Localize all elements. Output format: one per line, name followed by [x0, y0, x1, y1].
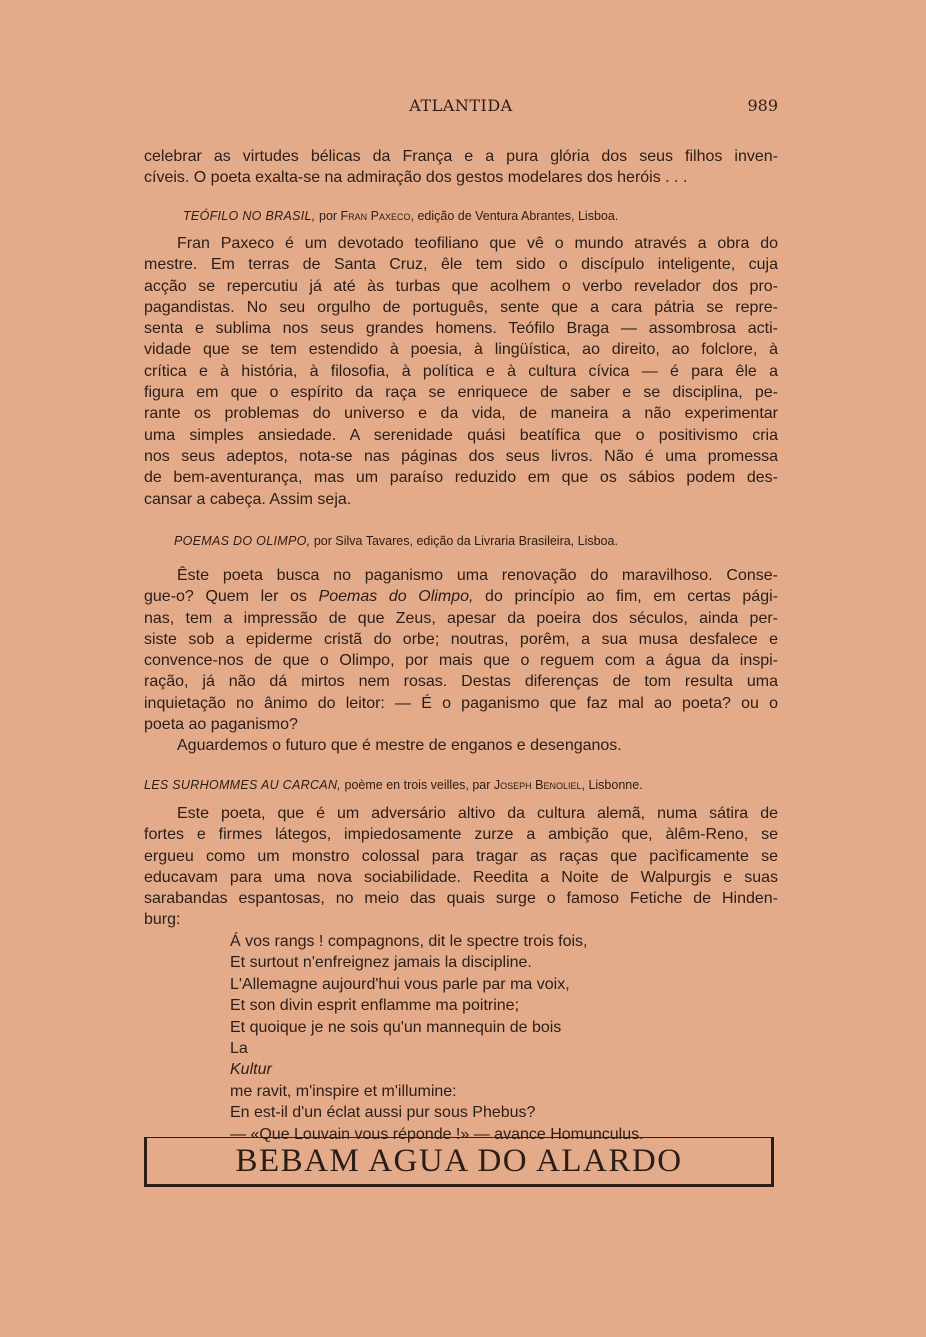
- review-by: por: [315, 209, 341, 223]
- text-line: sarabandas espantosas, no meio das quais surge o famoso Fetiche de Hinden-: [144, 890, 778, 908]
- page-number: 989: [747, 96, 778, 115]
- review-heading-surhommes: [144, 777, 778, 793]
- text-line: celebrar as virtudes bélicas da França e a pura glória dos seus filhos inven-: [144, 148, 778, 165]
- text-line: educavam para uma nova sociabilidade. Reedita a Noite de Walpurgis e suas: [144, 868, 778, 886]
- text-line: convence-nos de que o Olimpo, por mais que o reguem com a água da inspi-: [144, 652, 778, 670]
- review-place: , Lisbonne.: [581, 778, 643, 792]
- verse-line: — «Que Louvain vous réponde !» — avance Homunculus.: [230, 1125, 644, 1143]
- text-line: Êste poeta busca no paganismo uma renovação do maravilhoso. Conse-: [177, 567, 778, 584]
- text-line: poeta ao paganismo?: [144, 716, 298, 734]
- verse-line: Et quoique je ne sois qu'un mannequin de bois: [230, 1018, 562, 1036]
- text-line: vidade que se tem estendido à poesia, à lingüística, ao direito, ao folclore, à: [144, 341, 778, 359]
- text-line: Aguardemos o futuro que é mestre de enganos e desenganos.: [177, 737, 622, 755]
- review-subtitle: poème en trois veilles, par: [341, 778, 494, 792]
- review-author: Fran Paxeco: [340, 209, 411, 223]
- verse-emphasis: Kultur: [230, 1061, 272, 1079]
- journal-title: ATLANTIDA: [409, 96, 513, 115]
- verse-line: En est-il d'un éclat aussi pur sous Phebus?: [230, 1104, 536, 1122]
- verse-segment: La: [230, 1040, 248, 1058]
- review-publisher: por Silva Tavares, edição da Livraria Brasileira, Lisboa.: [310, 534, 618, 548]
- book-title: Poemas do Olimpo,: [318, 588, 474, 606]
- verse-quotation: [230, 931, 750, 1145]
- text-line: cíveis. O poeta exalta-se na admiração dos gestos modelares dos heróis . . .: [144, 169, 688, 187]
- text-line: nos seus adeptos, nota-se nas páginas dos seus livros. Não é uma promessa: [144, 447, 778, 465]
- text-line: siste sob a epiderme cristã do orbe; noutras, porêm, a sua musa desfalece e: [144, 630, 778, 648]
- text-line: burg:: [144, 911, 181, 929]
- text-line: crítica e à história, à filosofia, à política e à cultura cívica — é para êle a: [144, 362, 778, 380]
- review-title: LES SURHOMMES AU CARCAN,: [144, 778, 342, 792]
- review-publisher: , edição de Ventura Abrantes, Lisboa.: [410, 209, 619, 223]
- paragraph-teofilo: [144, 233, 778, 510]
- text-line: senta e sublima nos seus grandes homens. Teófilo Braga — assombrosa acti-: [144, 320, 778, 338]
- review-title: POEMAS DO OLIMPO,: [174, 534, 311, 548]
- review-author: Joseph Benoliel: [493, 778, 582, 792]
- text-line: fortes e firmes látegos, impiedosamente zurze a ambição que, àlêm-Reno, se: [144, 826, 778, 844]
- verse-line: [230, 1038, 750, 1102]
- text-segment: do princípio ao fim, em certas pági-: [473, 588, 778, 606]
- paragraph-continuation: [144, 146, 778, 189]
- text-segment: gue-o? Quem ler os: [144, 588, 319, 606]
- text-line: de bem-aventurança, mas um paraíso reduzido em que os sábios podem des-: [144, 469, 778, 487]
- text-line: inquietação no ânimo do leitor: — É o paganismo que faz mal ao poeta? ou o: [144, 694, 778, 712]
- verse-line: Et son divin esprit enflamme ma poitrine;: [230, 997, 520, 1015]
- text-line: cansar a cabeça. Assim seja.: [144, 490, 352, 508]
- paragraph-surhommes: [144, 803, 778, 931]
- advertisement-text: BEBAM AGUA DO ALARDO: [235, 1142, 683, 1179]
- text-line: [144, 586, 778, 607]
- review-heading-poemas: [174, 533, 808, 549]
- text-line: mestre. Em terras de Santa Cruz, êle tem sido o discípulo inteligente, cuja: [144, 256, 778, 274]
- advertisement-box: [144, 1137, 774, 1187]
- verse-line: Et surtout n'enfreignez jamais la discipline.: [230, 954, 532, 972]
- text-line: acção se repercutiu já até às turbas que acolhem o verbo revelador dos pro-: [144, 277, 778, 295]
- text-line: uma simples ansiedade. A serenidade quási beatífica que o positivismo cria: [144, 426, 778, 444]
- text-line: pagandistas. No seu orgulho de português, sente que a cara pátria se repre-: [144, 298, 778, 316]
- text-line: ergueu como um monstro colossal para tragar as raças que pacìficamente se: [144, 847, 778, 865]
- text-line: ração, já não dá mirtos nem rosas. Destas diferenças de tom resulta uma: [144, 673, 778, 691]
- verse-line: L'Allemagne aujourd'hui vous parle par ma voix,: [230, 975, 570, 993]
- verse-segment: me ravit, m'inspire et m'illumine:: [230, 1082, 457, 1100]
- text-line: nas, tem a impressão de que Zeus, apesar da poeira dos séculos, ainda per-: [144, 609, 778, 627]
- text-line: Fran Paxeco é um devotado teofiliano que vê o mundo através a obra do: [177, 235, 778, 252]
- text-line: rante os problemas do universo e da vida, de maneira a não experimentar: [144, 405, 778, 423]
- review-heading-teofilo: [183, 208, 817, 224]
- text-line: Este poeta, que é um adversário altivo da cultura alemã, numa sátira de: [177, 805, 778, 822]
- review-title: TEÓFILO NO BRASIL,: [183, 209, 316, 223]
- text-line: figura em que o espírito da raça se enriquece de saber e se disciplina, pe-: [144, 384, 778, 402]
- paragraph-poemas: [144, 565, 778, 757]
- running-head: [144, 96, 778, 120]
- verse-line: Á vos rangs ! compagnons, dit le spectre trois fois,: [230, 933, 588, 950]
